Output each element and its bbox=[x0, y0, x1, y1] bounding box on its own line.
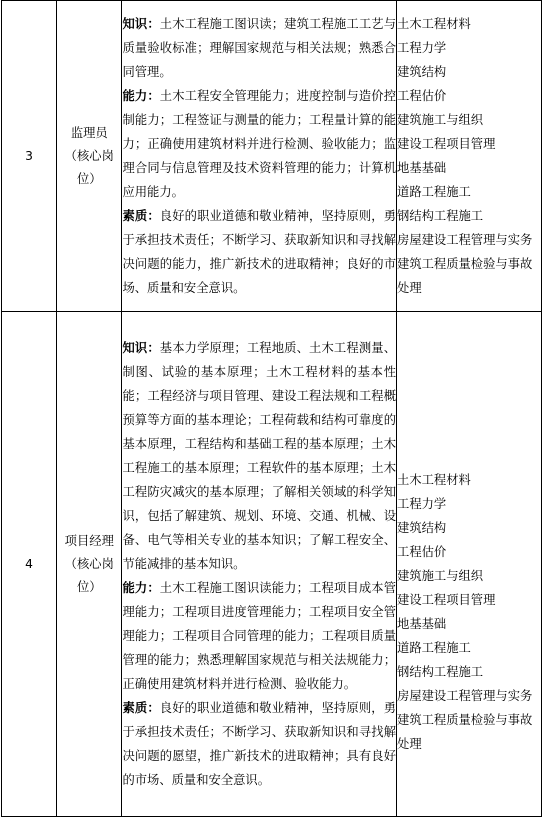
knowledge-text: 基本力学原理；工程地质、土木工程测量、制图、试验的基本原理；土木工程材料的基本性能；工程经济与项目管理、建设工程法规和工程概预算等方面的基本理论；工程荷载和结构可靠度的基本原理，工程结构和基础工程的基本原理；土木工程施工的基本原理；工程软件的基本原理；土木工程防灾减灾的基本原理；了解相关领域的科学知识，包括了解建筑、规划、环境、交通、机械、设备、电气等相关专业的基本知识；了解工程安全、节能减排的基本知识。 bbox=[122, 341, 397, 571]
course-item: 建筑施工与组织 bbox=[397, 569, 484, 583]
ability-text: 土木工程施工图识读能力；工程项目成本管理能力；工程项目进度管理能力；工程项目安全管理能力；工程项目合同管理的能力；工程项目质量管理的能力；熟悉理解国家规范与相关法规能力；正确使用建筑材料并进行检测、验收能力。 bbox=[122, 581, 397, 691]
course-item: 道路工程施工 bbox=[397, 641, 471, 655]
position-subtitle: （核心岗位） bbox=[64, 556, 114, 594]
knowledge-paragraph bbox=[122, 336, 396, 576]
quality-paragraph bbox=[122, 696, 396, 792]
position-subtitle: （核心岗位） bbox=[64, 148, 114, 186]
course-item: 房屋建设工程管理与实务 bbox=[397, 233, 533, 247]
table-row bbox=[2, 312, 542, 817]
position-title: 监理员 bbox=[70, 125, 108, 140]
course-item: 建筑结构 bbox=[397, 65, 447, 79]
requirements-cell bbox=[122, 312, 397, 817]
quality-text: 良好的职业道德和敬业精神，坚持原则，勇于承担技术责任；不断学习、获取新知识和寻找解决问题的能力，推广新技术的进取精神；良好的市场、质量和安全意识。 bbox=[122, 209, 397, 295]
courses-cell bbox=[397, 1, 542, 312]
course-item: 土木工程材料 bbox=[397, 17, 471, 31]
courses-cell bbox=[397, 312, 542, 817]
position-cell bbox=[57, 312, 122, 817]
course-item: 建筑结构 bbox=[397, 521, 447, 535]
row-number: 3 bbox=[2, 1, 57, 312]
knowledge-text: 土木工程施工图识读；建筑工程施工工艺与质量验收标准；理解国家规范与相关法规；熟悉合同管理。 bbox=[122, 17, 397, 79]
quality-text: 良好的职业道德和敬业精神，坚持原则，勇于承担技术责任；不断学习、获取新知识和寻找解决问题的愿望，推广新技术的进取精神；具有良好的市场、质量和安全意识。 bbox=[122, 701, 397, 787]
row-number: 4 bbox=[2, 312, 57, 817]
course-item: 建筑施工与组织 bbox=[397, 113, 484, 127]
quality-label: 素质： bbox=[122, 701, 160, 715]
course-item: 工程力学 bbox=[397, 41, 447, 55]
course-item: 建筑工程质量检验与事故处理 bbox=[397, 257, 533, 295]
ability-label: 能力： bbox=[122, 581, 160, 595]
course-item: 钢结构工程施工 bbox=[397, 209, 484, 223]
course-item: 建筑工程质量检验与事故处理 bbox=[397, 713, 533, 751]
course-item: 地基基础 bbox=[397, 617, 447, 631]
course-item: 工程力学 bbox=[397, 497, 447, 511]
course-item: 地基基础 bbox=[397, 161, 447, 175]
course-item: 建设工程项目管理 bbox=[397, 137, 496, 151]
course-item: 道路工程施工 bbox=[397, 185, 471, 199]
course-list bbox=[397, 372, 541, 756]
course-item: 房屋建设工程管理与实务 bbox=[397, 689, 533, 703]
ability-paragraph bbox=[122, 576, 396, 696]
course-list bbox=[397, 12, 541, 300]
course-item: 建设工程项目管理 bbox=[397, 593, 496, 607]
table-row bbox=[2, 1, 542, 312]
knowledge-label: 知识： bbox=[122, 341, 160, 355]
knowledge-paragraph bbox=[122, 12, 396, 84]
requirements-cell bbox=[122, 1, 397, 312]
quality-label: 素质： bbox=[122, 209, 160, 223]
ability-paragraph bbox=[122, 84, 396, 204]
quality-paragraph bbox=[122, 204, 396, 300]
position-cell bbox=[57, 1, 122, 312]
ability-text: 土木工程安全管理能力；进度控制与造价控制能力；工程签证与测量的能力；工程量计算的能力；正确使用建筑材料并进行检测、验收能力；监理合同与信息管理及技术资料管理的能力；计算机应用能力。 bbox=[122, 89, 397, 199]
course-item: 工程估价 bbox=[397, 545, 447, 559]
job-requirements-table bbox=[1, 0, 542, 817]
course-item: 钢结构工程施工 bbox=[397, 665, 484, 679]
course-item: 工程估价 bbox=[397, 89, 447, 103]
ability-label: 能力： bbox=[122, 89, 160, 103]
knowledge-label: 知识： bbox=[122, 17, 160, 31]
position-title: 项目经理 bbox=[64, 533, 114, 548]
course-item: 土木工程材料 bbox=[397, 473, 471, 487]
